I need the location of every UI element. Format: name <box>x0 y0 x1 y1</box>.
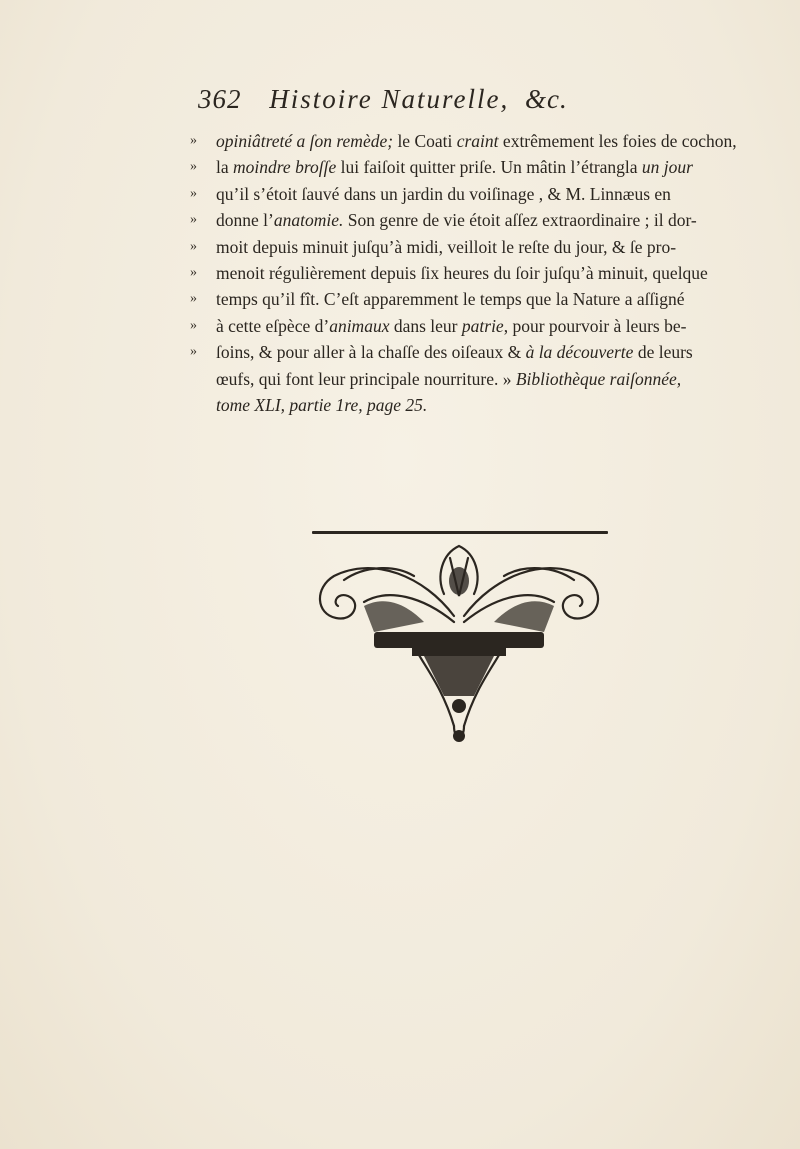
quotation-mark: » <box>190 238 197 254</box>
quotation-mark: » <box>190 185 197 201</box>
text-run: la <box>216 157 234 178</box>
italic-text: patrie <box>461 315 504 336</box>
cul-de-lampe-ornament <box>304 536 614 751</box>
quotation-mark: » <box>190 291 197 307</box>
ornament-top-rule <box>312 531 608 534</box>
italic-text: anatomie. <box>273 210 344 231</box>
quotation-mark: » <box>190 212 197 228</box>
running-header <box>198 84 668 115</box>
text-run: œufs, qui font leur principale nourriture. » <box>216 368 516 389</box>
italic-text: animaux <box>329 315 390 336</box>
quoted-passage <box>190 128 790 418</box>
quotation-mark: » <box>190 317 197 333</box>
text-line <box>190 313 790 339</box>
text-run: de leurs <box>633 342 693 363</box>
text-run: dans leur <box>389 315 462 336</box>
text-run: moit depuis minuit juſqu’à midi, veilloit le reſte du jour, & ſe pro- <box>216 236 677 257</box>
italic-text: moindre broſſe <box>233 157 337 178</box>
italic-text: Bibliothèque raiſonnée, <box>515 368 682 389</box>
text-run: , pour pourvoir à leurs be- <box>503 315 687 336</box>
text-line <box>190 181 790 207</box>
quotation-mark: » <box>190 133 197 148</box>
italic-text: opiniâtreté a ſon remède; <box>216 131 394 151</box>
text-run: donne l’ <box>216 210 274 231</box>
italic-text: à la découverte <box>525 342 634 363</box>
text-run: menoit régulièrement depuis ſix heures du ſoir juſqu’à minuit, quelque <box>216 262 708 283</box>
text-line <box>190 207 790 233</box>
italic-text: tome XLI, partie 1re, page 25. <box>216 394 428 415</box>
running-title: Histoire Naturelle, <box>269 84 510 114</box>
text-run: le Coati <box>393 131 457 151</box>
italic-text: craint <box>456 131 499 151</box>
text-line <box>190 128 790 154</box>
text-run: extrêmement les foies de cochon, <box>498 131 737 151</box>
quotation-mark: » <box>190 344 197 360</box>
page-number: 362 <box>198 84 242 114</box>
running-title-etc: &c. <box>525 84 568 114</box>
text-line <box>190 366 790 392</box>
italic-text: un jour <box>641 157 693 178</box>
text-line <box>190 234 790 260</box>
text-line <box>190 286 790 312</box>
text-run: qu’il s’étoit ſauvé dans un jardin du voiſinage , & M. Linnæus en <box>216 183 671 204</box>
text-run: lui faiſoit quitter priſe. Un mâtin l’étrangla <box>336 157 642 178</box>
text-line <box>190 339 790 365</box>
text-line <box>190 260 790 286</box>
text-run: temps qu’il fît. C’eſt apparemment le temps que la Nature a aſſigné <box>216 289 685 310</box>
text-line <box>190 392 790 418</box>
text-run: à cette eſpèce d’ <box>216 315 330 336</box>
text-line <box>190 154 790 180</box>
quotation-mark: » <box>190 159 197 175</box>
quotation-mark: » <box>190 264 197 280</box>
text-run: Son genre de vie étoit aſſez extraordinaire ; il dor- <box>343 210 697 231</box>
text-run: ſoins, & pour aller à la chaſſe des oiſeaux & <box>216 342 526 363</box>
